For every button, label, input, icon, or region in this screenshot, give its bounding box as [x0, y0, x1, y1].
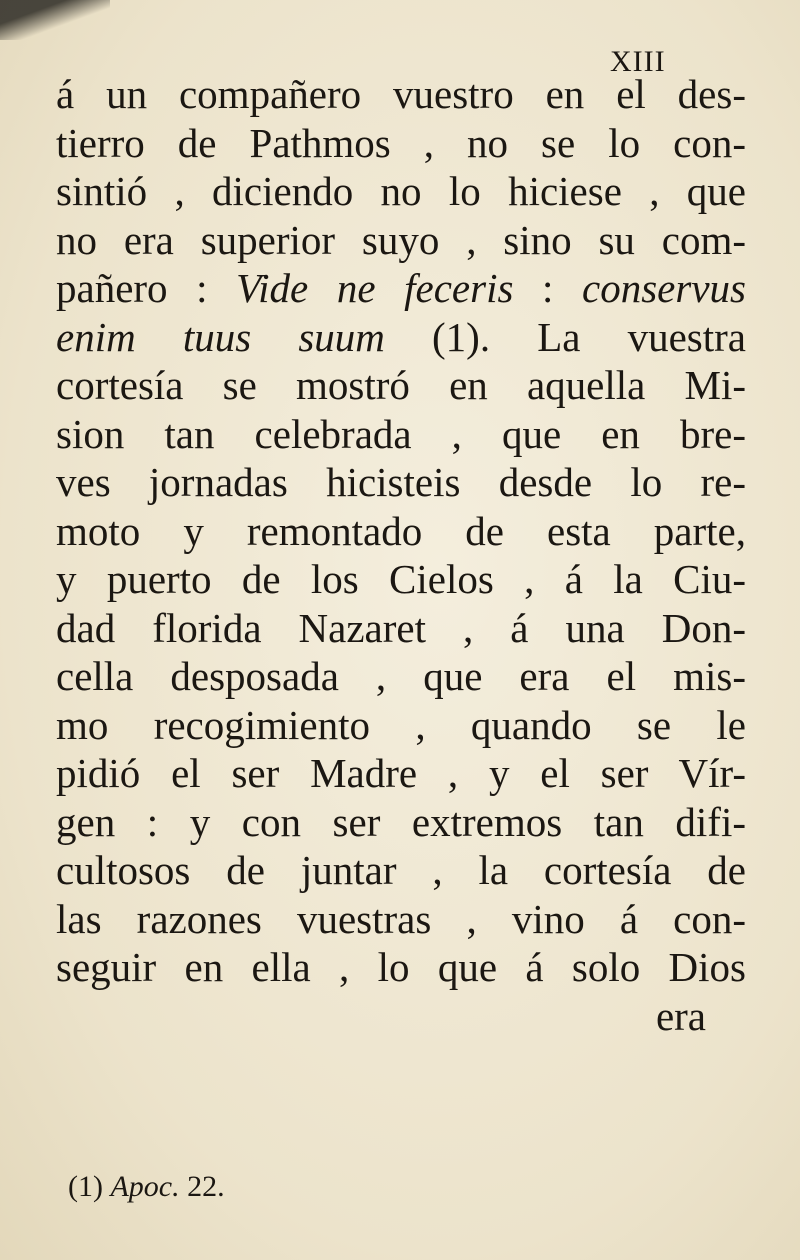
- footnote-reference: Apoc.: [110, 1170, 180, 1203]
- catchword: [56, 992, 746, 1041]
- latin-quote: Vide ne feceris: [236, 265, 514, 311]
- text-line: [56, 361, 746, 410]
- text-span: sintió , diciendo no lo hiciese , que: [56, 168, 746, 214]
- text-line: [56, 798, 746, 847]
- text-line: [56, 458, 746, 507]
- text-line: [56, 943, 746, 992]
- latin-quote: conservus: [582, 265, 746, 311]
- text-span: cella desposada , que era el mis-: [56, 653, 746, 699]
- text-line: [56, 167, 746, 216]
- text-line: [56, 410, 746, 459]
- text-span: gen : y con ser extremos tan difi-: [56, 798, 746, 845]
- text-line: [56, 70, 746, 119]
- text-span: y puerto de los Cielos , á la Ciu-: [56, 556, 746, 602]
- text-line: [56, 846, 746, 895]
- text-line: [56, 749, 746, 798]
- text-span: no era superior suyo , sino su com-: [56, 216, 746, 263]
- text-span: tierro de Pathmos , no se lo con-: [56, 119, 746, 166]
- text-line: [56, 313, 746, 362]
- text-span: pidió el ser Madre , y el ser Vír-: [56, 750, 746, 796]
- text-line: [56, 895, 746, 944]
- text-span: pañero :: [56, 265, 237, 311]
- text-span: sion tan celebrada , que en bre-: [56, 410, 746, 457]
- text-line: [56, 701, 746, 750]
- text-span: cultosos de juntar , la cortesía de: [56, 847, 746, 893]
- text-line: [56, 507, 746, 556]
- text-line: [56, 119, 746, 168]
- body-text: [56, 70, 746, 1040]
- text-span: cortesía se mostró en aquella Mi-: [56, 362, 746, 408]
- text-span: mo recogimiento , quando se le: [56, 701, 746, 748]
- text-span: ves jornadas hicisteis desde lo re-: [56, 459, 746, 505]
- text-line: [56, 264, 746, 313]
- text-line: [56, 604, 746, 653]
- text-span: las razones vuestras , vino á con-: [56, 895, 746, 942]
- text-span: (1). La vuestra: [384, 313, 746, 360]
- text-line: [56, 216, 746, 265]
- text-span: era: [655, 992, 706, 1039]
- page-number: XIII: [610, 45, 666, 78]
- footnote-marker: (1): [68, 1170, 103, 1203]
- page-corner-shadow: [0, 0, 110, 40]
- text-span: dad florida Nazaret , á una Don-: [56, 604, 746, 651]
- text-line: [56, 652, 746, 701]
- text-span: :: [513, 265, 583, 311]
- text-span: á un compañero vuestro en el des-: [56, 71, 746, 117]
- footnote-number: 22.: [187, 1170, 225, 1203]
- latin-quote: enim tuus suum: [56, 313, 385, 360]
- text-span: seguir en ella , lo que á solo Dios: [56, 944, 746, 990]
- text-line: [56, 555, 746, 604]
- text-span: moto y remontado de esta parte,: [56, 507, 746, 554]
- footnote: [68, 1170, 225, 1204]
